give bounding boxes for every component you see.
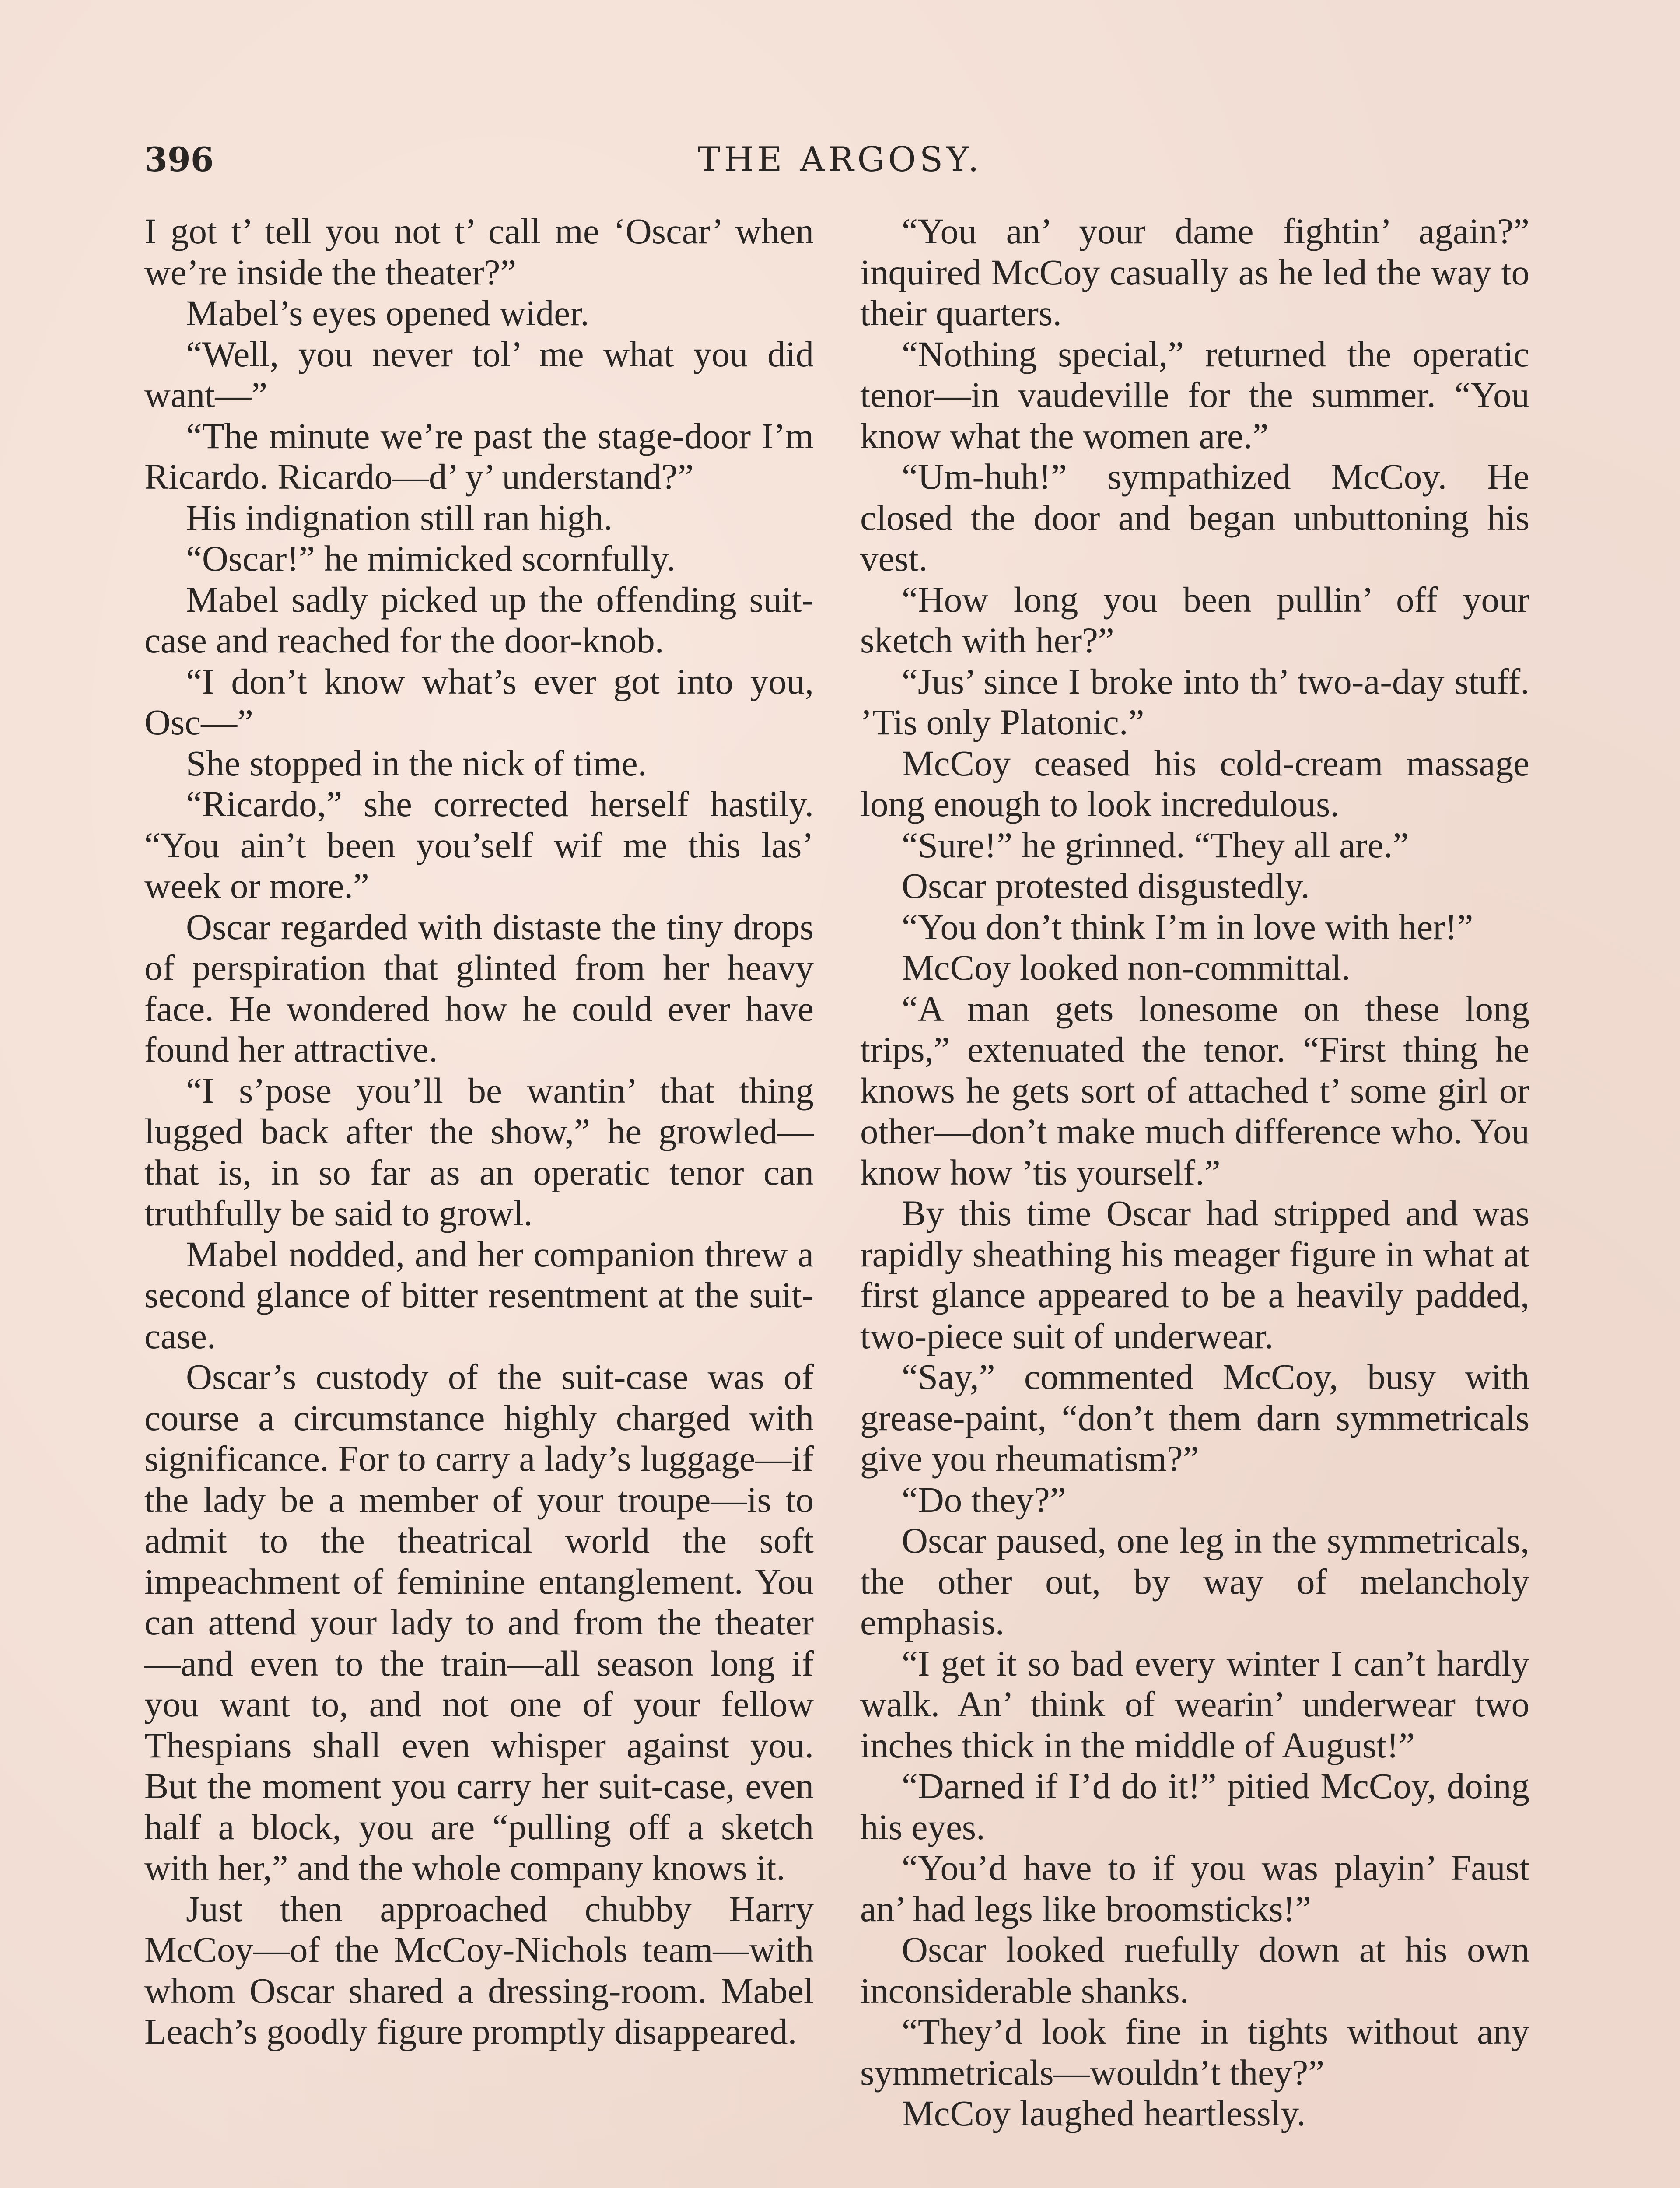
left-column	[144, 211, 814, 2052]
right-column	[860, 211, 1530, 2134]
paragraph: Oscar paused, one leg in the symmetricals, the other out, by way of melancholy emphasis.	[860, 1520, 1530, 1642]
paragraph: “Well, you never tol’ me what you did want—”	[144, 333, 814, 415]
paragraph: “Um-huh!” sympathized McCoy. He closed the door and began unbuttoning his vest.	[860, 456, 1530, 579]
paragraph: “Ricardo,” she corrected herself hastily. “You ain’t been you’self wif me this las’ week or more.”	[144, 784, 814, 906]
paragraph: “I s’pose you’ll be wantin’ that thing lugged back after the show,” he growled—that is, in so far as an operatic tenor can truthfully be said to growl.	[144, 1070, 814, 1233]
paragraph: Just then approached chubby Harry McCoy—of the McCoy-Nichols team—with whom Oscar shared a dressing-room. Mabel Leach’s goodly figure promptly disappeared.	[144, 1888, 814, 2051]
paragraph: “Darned if I’d do it!” pitied McCoy, doing his eyes.	[860, 1766, 1530, 1847]
paragraph: Mabel sadly picked up the offending suit-case and reached for the door-knob.	[144, 579, 814, 660]
page-number: 396	[144, 140, 214, 179]
paragraph: “Sure!” he grinned. “They all are.”	[902, 824, 1409, 865]
page-header	[144, 131, 1536, 188]
paragraph: McCoy laughed heartlessly.	[902, 2093, 1306, 2133]
paragraph: Oscar protested disgustedly.	[902, 866, 1310, 906]
paragraph: “Do they?”	[902, 1479, 1066, 1520]
paragraph: “You an’ your dame fightin’ again?” inquired McCoy casually as he led the way to their quarters.	[860, 211, 1530, 333]
paragraph: Oscar’s custody of the suit-case was of course a circumstance highly charged with significance. For to carry a lady’s luggage—if the lady be a member of your troupe—is to admit to the theatrical world the soft impeachment of feminine entanglement. You can attend your lady to and from the theater—and even to the train—all season long if you want to, and not one of your fellow Thespians shall even whisper against you. But the moment you carry her suit-case, even half a block, you are “pulling off a sketch with her,” and the whole company knows it.	[144, 1357, 814, 1888]
paragraph: I got t’ tell you not t’ call me ‘Oscar’ when we’re inside the theater?”	[144, 211, 814, 292]
paragraph: “Say,” commented McCoy, busy with grease-paint, “don’t them darn symmetricals give you rheumatism?”	[860, 1357, 1530, 1479]
paragraph: “A man gets lonesome on these long trips,” extenuated the tenor. “First thing he knows he gets sort of attached t’ some girl or other—don’t make much difference who. You know how ’tis yourself.”	[860, 988, 1530, 1192]
paragraph: McCoy looked non-committal.	[902, 947, 1351, 988]
paragraph: “You’d have to if you was playin’ Faust an’ had legs like broomsticks!”	[860, 1848, 1530, 1929]
paragraph: “Nothing special,” returned the operatic tenor—in vaudeville for the summer. “You know what the women are.”	[860, 333, 1530, 456]
paragraph: “The minute we’re past the stage-door I’m Ricardo. Ricardo—d’ y’ understand?”	[144, 415, 814, 497]
paragraph: “I don’t know what’s ever got into you, Osc—”	[144, 661, 814, 742]
paragraph: “How long you been pullin’ off your sketch with her?”	[860, 579, 1530, 660]
paragraph: Oscar looked ruefully down at his own inconsiderable shanks.	[860, 1929, 1530, 2011]
paragraph: She stopped in the nick of time.	[186, 743, 647, 783]
paragraph: “You don’t think I’m in love with her!”	[902, 906, 1474, 947]
paragraph: “They’d look fine in tights without any symmetricals—wouldn’t they?”	[860, 2011, 1530, 2093]
paragraph: Mabel’s eyes opened wider.	[186, 293, 589, 333]
running-title: THE ARGOSY.	[697, 140, 983, 179]
paragraph: “I get it so bad every winter I can’t hardly walk. An’ think of wearin’ underwear two inches thick in the middle of August!”	[860, 1643, 1530, 1765]
paragraph: “Oscar!” he mimicked scornfully.	[186, 538, 676, 579]
paragraph: “Jus’ since I broke into th’ two-a-day stuff. ’Tis only Platonic.”	[860, 661, 1530, 742]
paragraph: McCoy ceased his cold-cream massage long enough to look incredulous.	[860, 743, 1530, 824]
paragraph: By this time Oscar had stripped and was rapidly sheathing his meager figure in what at first glance appeared to be a heavily padded, two-piece suit of underwear.	[860, 1193, 1530, 1356]
paragraph: Oscar regarded with distaste the tiny drops of perspiration that glinted from her heavy face. He wondered how he could ever have found her attractive.	[144, 906, 814, 1069]
paragraph: His indignation still ran high.	[186, 497, 613, 538]
paragraph: Mabel nodded, and her companion threw a second glance of bitter resentment at the suit-case.	[144, 1234, 814, 1356]
